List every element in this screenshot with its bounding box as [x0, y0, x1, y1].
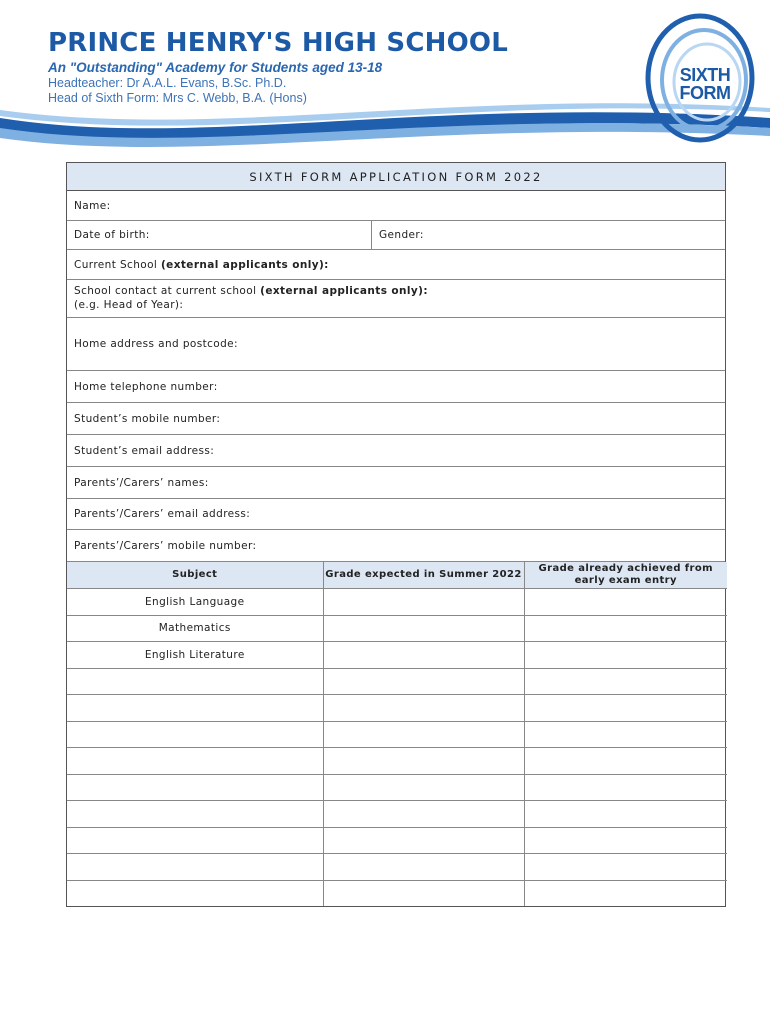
current-school-field[interactable] — [67, 250, 725, 280]
table-row — [67, 668, 727, 695]
table-row — [67, 615, 727, 642]
parents-names-field[interactable] — [67, 467, 725, 499]
parents-names-label: Parents’/Carers’ names: — [74, 476, 209, 489]
subject-column-header: Subject — [67, 562, 323, 589]
expected-grade-cell[interactable] — [323, 695, 524, 722]
dob-field[interactable] — [67, 221, 372, 249]
table-row — [67, 854, 727, 881]
achieved-grade-cell[interactable] — [524, 854, 727, 881]
table-row — [67, 774, 727, 801]
current-school-label: Current School — [74, 258, 158, 271]
school-tagline: An "Outstanding" Academy for Students aged 13-18 — [48, 60, 383, 75]
achieved-grade-cell[interactable] — [524, 774, 727, 801]
head-of-sixth-form-line: Head of Sixth Form: Mrs C. Webb, B.A. (Hons) — [48, 91, 307, 105]
table-row — [67, 589, 727, 616]
subject-cell[interactable] — [67, 801, 323, 828]
achieved-grade-cell[interactable] — [524, 827, 727, 854]
student-email-field[interactable] — [67, 435, 725, 467]
subject-cell[interactable] — [67, 827, 323, 854]
school-contact-example: (e.g. Head of Year): — [74, 298, 184, 311]
student-email-label: Student’s email address: — [74, 444, 215, 457]
dob-gender-row — [67, 221, 725, 250]
achieved-grade-column-header: Grade already achieved from early exam entry — [524, 562, 727, 589]
subject-cell[interactable] — [67, 854, 323, 881]
subject-cell[interactable] — [67, 695, 323, 722]
form-title: SIXTH FORM APPLICATION FORM 2022 — [67, 163, 725, 191]
subject-cell[interactable]: Mathematics — [67, 615, 323, 642]
home-phone-field[interactable] — [67, 371, 725, 403]
student-mobile-field[interactable] — [67, 403, 725, 435]
table-row — [67, 801, 727, 828]
grades-table — [67, 562, 727, 906]
table-row — [67, 880, 727, 906]
expected-grade-cell[interactable] — [323, 642, 524, 669]
achieved-grade-cell[interactable] — [524, 615, 727, 642]
subject-cell[interactable]: English Literature — [67, 642, 323, 669]
expected-grade-cell[interactable] — [323, 774, 524, 801]
table-row — [67, 721, 727, 748]
achieved-grade-cell[interactable] — [524, 748, 727, 775]
expected-grade-cell[interactable] — [323, 801, 524, 828]
expected-grade-cell[interactable] — [323, 880, 524, 906]
parents-email-label: Parents’/Carers’ email address: — [74, 508, 251, 520]
achieved-grade-cell[interactable] — [524, 642, 727, 669]
subject-cell[interactable] — [67, 774, 323, 801]
expected-grade-cell[interactable] — [323, 721, 524, 748]
gender-field[interactable] — [372, 221, 424, 249]
table-row — [67, 827, 727, 854]
table-row — [67, 695, 727, 722]
expected-grade-cell[interactable] — [323, 589, 524, 616]
table-row — [67, 748, 727, 775]
parents-mobile-label: Parents’/Carers’ mobile number: — [74, 539, 257, 552]
subject-cell[interactable]: English Language — [67, 589, 323, 616]
home-phone-label: Home telephone number: — [74, 380, 218, 393]
expected-grade-cell[interactable] — [323, 854, 524, 881]
school-contact-label: School contact at current school — [74, 285, 257, 298]
expected-grade-cell[interactable] — [323, 827, 524, 854]
expected-grade-cell[interactable] — [323, 748, 524, 775]
school-name: PRINCE HENRY'S HIGH SCHOOL — [48, 28, 508, 58]
parents-mobile-field[interactable] — [67, 530, 725, 562]
subject-cell[interactable] — [67, 880, 323, 906]
parents-email-field[interactable] — [67, 499, 725, 530]
logo-text-form: FORM — [679, 83, 731, 103]
achieved-grade-cell[interactable] — [524, 801, 727, 828]
expected-grade-column-header: Grade expected in Summer 2022 — [323, 562, 524, 589]
student-mobile-label: Student’s mobile number: — [74, 412, 221, 425]
achieved-grade-cell[interactable] — [524, 880, 727, 906]
subject-cell[interactable] — [67, 721, 323, 748]
name-label: Name: — [74, 199, 111, 212]
home-address-field[interactable] — [67, 318, 725, 371]
logo-text-sixth: SIXTH — [679, 65, 731, 85]
application-form — [66, 162, 726, 907]
expected-grade-cell[interactable] — [323, 615, 524, 642]
name-field[interactable] — [67, 191, 725, 221]
grades-header-row — [67, 562, 727, 589]
achieved-grade-cell[interactable] — [524, 668, 727, 695]
achieved-grade-cell[interactable] — [524, 589, 727, 616]
headteacher-line: Headteacher: Dr A.A.L. Evans, B.Sc. Ph.D. — [48, 76, 287, 90]
expected-grade-cell[interactable] — [323, 668, 524, 695]
school-contact-note: (external applicants only): — [260, 285, 428, 298]
letterhead — [0, 0, 770, 160]
subject-cell[interactable] — [67, 748, 323, 775]
home-address-label: Home address and postcode: — [74, 338, 238, 350]
dob-label: Date of birth: — [74, 229, 150, 241]
achieved-grade-cell[interactable] — [524, 695, 727, 722]
subject-cell[interactable] — [67, 668, 323, 695]
achieved-grade-cell[interactable] — [524, 721, 727, 748]
current-school-note: (external applicants only): — [160, 258, 329, 271]
table-row — [67, 642, 727, 669]
school-contact-field[interactable] — [67, 280, 725, 318]
gender-label: Gender: — [379, 229, 424, 241]
